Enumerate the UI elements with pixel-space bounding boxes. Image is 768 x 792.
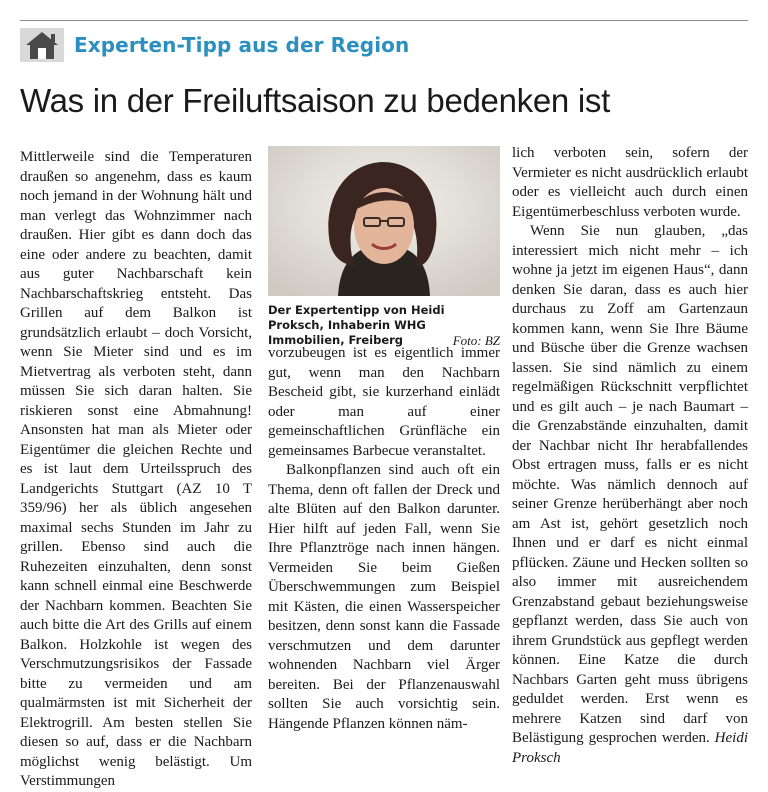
rubric-header — [20, 28, 409, 62]
author-photo-block — [268, 146, 500, 348]
author-signature: Heidi Proksch — [512, 730, 748, 766]
photo-caption — [268, 303, 500, 348]
column-3 — [512, 144, 748, 768]
caption-text: Der Expertentipp von Heidi Proksch, Inhaberin WHG Immobilien, Freiberg — [268, 303, 445, 347]
rubric-title: Experten-Tipp aus der Region — [74, 33, 410, 57]
column-1 — [20, 148, 252, 792]
house-icon — [20, 28, 64, 62]
article-headline: Was in der Freiluftsaison zu bedenken ist — [20, 82, 610, 119]
paragraph: Mittlerweile sind die Temperaturen draußen so angenehm, dass es kaum noch jemand in der Wohnung hält und man verlegt das Wohnzimmer nach draußen. Hier gibt es dann doch das eine oder andere zu beachten, damit aus guter Nachbarschaft kein Nachbarschaftskrieg entsteht. Das Grillen auf dem Balkon ist grundsätzlich erlaubt – doch Vorsicht, wenn Sie Mieter sind und es im Mietvertrag als verboten steht, dann müssen Sie sich daran halten. Sie riskieren sonst eine Abmahnung! Ansonsten hat man als Mieter oder Eigentümer die gleichen Rechte und es ist laut dem Urteilsspruch des Landgerichts Stuttgart (AZ 10 T 359/96) her als üblich angesehen maximal sechs Stunden im Jahr zu grillen. Ebenso sind auch die Ruhezeiten einzuhalten, denn sonst kann schnell einmal eine Beschwerde der Nachbarn kommen. Beachten Sie auch bitte die Art des Grills auf einem Balkon. Holzkohle ist wegen des Verschmutzungsrisikos der Fassade bitte zu vermeiden und am qualmärmsten ist mit Sicherheit der Elektrogrill. Am besten stellen Sie diesen so auf, dass er die Nachbarn möglichst wenig belästigt. Um Verstimmungen — [20, 149, 252, 789]
paragraph-text: Wenn Sie nun glauben, „das interessiert mich nicht mehr – ich wohne ja jetzt im eigenen Haus“, dann denken Sie daran, dass es auch hier durchaus zu Zoff am Gartenzaun kommen kann, wenn Sie Ihre Bäume und Büsche über die Grenze wachsen lassen. Sie sind nämlich zu einem regelmäßigen Rückschnitt verpflichtet und es gilt auch – je nach Baumart – die Grenzabstände einzuhalten, damit der Nachbar nicht Ihr herabfallendes Obst ertragen muss, falls er es nicht möchte. Was nämlich dennoch auf seiner Grenze herüberhängt aber noch am Ast ist, gehört gesetzlich noch Ihnen und er darf es nicht einmal pflücken. Zäune und Hecken sollten so also immer mit ausreichendem Grenzabstand gebaut beziehungsweise gepflanzt werden, dass Sie auch von ihrem Grundstück aus gepflegt werden können. Eine Katze die durch Nachbars Garten geht muss übrigens geduldet werden. Erst wenn es mehrere Katzen sind darf von Belästigung gesprochen werden. — [512, 223, 748, 746]
paragraph: vorzubeugen ist es eigentlich immer gut, wenn man den Nachbarn Bescheid gibt, sie kurzerhand einlädt oder man auf einer gemeinschaftlichen Grünfläche ein gemeinsames Barbecue veranstaltet. — [268, 345, 500, 459]
paragraph: Balkonpflanzen sind auch oft ein Thema, denn oft fallen der Dreck und alte Blüten auf den Balkon darunter. Hier hilft auf jeden Fall, wenn Sie Ihre Pflanztröge nach innen hängen. Vermeiden Sie beim Gießen Überschwemmungen zum Beispiel mit Kästen, die einen Wasserspeicher besitzen, denn sonst kann die Fassade verschmutzen und dem darunter wohnenden Nachbarn viel Ärger bereiten. Bei der Pflanzenauswahl sollten Sie auch vorsichtig sein. Hängende Pflanzen können näm- — [268, 462, 500, 732]
paragraph: lich verboten sein, sofern der Vermieter es nicht ausdrücklich erlaubt oder es vielleicht auch durch einen Eigentümerbeschluss verboten wurde. — [512, 145, 748, 220]
author-photo — [268, 146, 500, 296]
column-2 — [268, 344, 500, 734]
photo-credit: Foto: BZ — [452, 333, 500, 348]
top-rule — [20, 20, 748, 21]
paragraph — [512, 222, 748, 768]
